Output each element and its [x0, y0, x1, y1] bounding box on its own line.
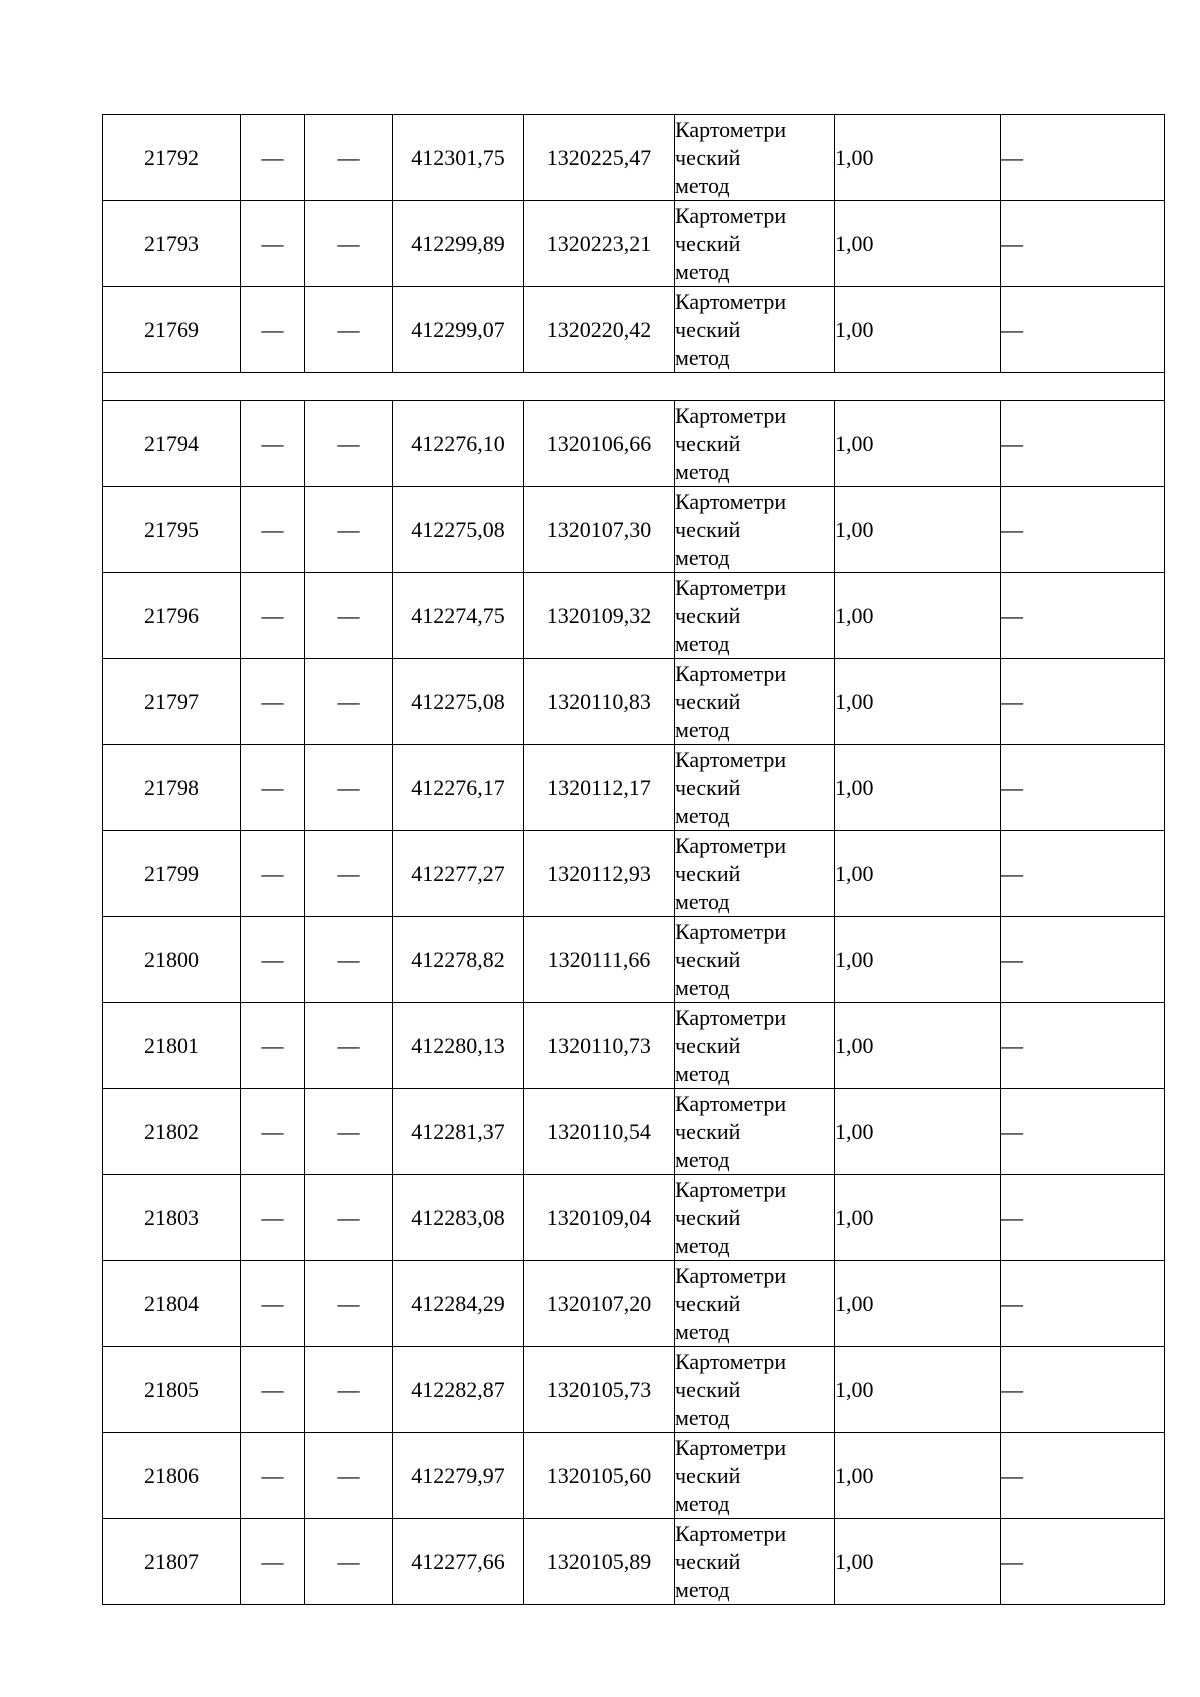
- method-text-line: Картометри: [675, 1348, 787, 1374]
- x-coordinate-cell: 412279,97: [393, 1433, 524, 1519]
- separator-cell: [103, 373, 1165, 401]
- method-text-line: Картометри: [675, 574, 787, 600]
- y-coordinate-cell: 1320110,54: [524, 1089, 675, 1175]
- x-coordinate-cell: 412276,17: [393, 745, 524, 831]
- table-row: [103, 115, 1165, 201]
- table-row: [103, 1003, 1165, 1089]
- empty-dash-cell: —: [305, 1003, 393, 1089]
- x-coordinate-cell: 412299,89: [393, 201, 524, 287]
- empty-dash-cell: —: [305, 115, 393, 201]
- empty-dash-cell: —: [305, 917, 393, 1003]
- description-dash-cell: —: [1001, 659, 1165, 745]
- method-cell: [675, 1003, 835, 1089]
- empty-dash-cell: —: [241, 115, 305, 201]
- description-dash-cell: —: [1001, 917, 1165, 1003]
- method-cell: [675, 917, 835, 1003]
- description-dash-cell: —: [1001, 401, 1165, 487]
- method-text-line: Картометри: [675, 116, 787, 142]
- description-dash-cell: —: [1001, 287, 1165, 373]
- method-text-line: ческий: [675, 144, 741, 170]
- y-coordinate-cell: 1320112,93: [524, 831, 675, 917]
- empty-dash-cell: —: [241, 1089, 305, 1175]
- y-coordinate-cell: 1320110,73: [524, 1003, 675, 1089]
- method-text-line: Картометри: [675, 288, 787, 314]
- y-coordinate-cell: 1320105,89: [524, 1519, 675, 1605]
- point-number-cell: 21800: [103, 917, 241, 1003]
- point-number-cell: 21794: [103, 401, 241, 487]
- empty-dash-cell: —: [241, 917, 305, 1003]
- method-text-line: ческий: [675, 1118, 741, 1144]
- method-text-line: Картометри: [675, 1176, 787, 1202]
- y-coordinate-cell: 1320109,32: [524, 573, 675, 659]
- x-coordinate-cell: 412280,13: [393, 1003, 524, 1089]
- y-coordinate-cell: 1320107,20: [524, 1261, 675, 1347]
- separator-row: [103, 373, 1165, 401]
- y-coordinate-cell: 1320107,30: [524, 487, 675, 573]
- point-number-cell: 21803: [103, 1175, 241, 1261]
- accuracy-cell: 1,00: [835, 659, 1001, 745]
- y-coordinate-cell: 1320225,47: [524, 115, 675, 201]
- accuracy-cell: 1,00: [835, 115, 1001, 201]
- point-number-cell: 21805: [103, 1347, 241, 1433]
- y-coordinate-cell: 1320106,66: [524, 401, 675, 487]
- point-number-cell: 21798: [103, 745, 241, 831]
- point-number-cell: 21793: [103, 201, 241, 287]
- y-coordinate-cell: 1320112,17: [524, 745, 675, 831]
- point-number-cell: 21797: [103, 659, 241, 745]
- accuracy-cell: 1,00: [835, 287, 1001, 373]
- empty-dash-cell: —: [305, 1519, 393, 1605]
- table-row: [103, 1261, 1165, 1347]
- x-coordinate-cell: 412283,08: [393, 1175, 524, 1261]
- empty-dash-cell: —: [305, 1261, 393, 1347]
- y-coordinate-cell: 1320110,83: [524, 659, 675, 745]
- method-text-line: метод: [675, 974, 730, 1000]
- empty-dash-cell: —: [305, 573, 393, 659]
- empty-dash-cell: —: [241, 1519, 305, 1605]
- description-dash-cell: —: [1001, 1433, 1165, 1519]
- method-text-line: ческий: [675, 1290, 741, 1316]
- accuracy-cell: 1,00: [835, 917, 1001, 1003]
- empty-dash-cell: —: [305, 401, 393, 487]
- accuracy-cell: 1,00: [835, 573, 1001, 659]
- method-text-line: Картометри: [675, 488, 787, 514]
- table-row: [103, 287, 1165, 373]
- method-text-line: Картометри: [675, 1090, 787, 1116]
- empty-dash-cell: —: [241, 401, 305, 487]
- method-cell: [675, 659, 835, 745]
- method-text-line: метод: [675, 1060, 730, 1086]
- x-coordinate-cell: 412275,08: [393, 659, 524, 745]
- method-cell: [675, 745, 835, 831]
- empty-dash-cell: —: [305, 745, 393, 831]
- point-number-cell: 21802: [103, 1089, 241, 1175]
- method-text-line: Картометри: [675, 1004, 787, 1030]
- description-dash-cell: —: [1001, 1519, 1165, 1605]
- x-coordinate-cell: 412278,82: [393, 917, 524, 1003]
- empty-dash-cell: —: [241, 1175, 305, 1261]
- empty-dash-cell: —: [305, 659, 393, 745]
- table-row: [103, 573, 1165, 659]
- description-dash-cell: —: [1001, 115, 1165, 201]
- table-row: [103, 1347, 1165, 1433]
- x-coordinate-cell: 412299,07: [393, 287, 524, 373]
- empty-dash-cell: —: [305, 1089, 393, 1175]
- table-row: [103, 401, 1165, 487]
- empty-dash-cell: —: [241, 659, 305, 745]
- table-row: [103, 487, 1165, 573]
- method-cell: [675, 831, 835, 917]
- method-text-line: ческий: [675, 316, 741, 342]
- method-text-line: метод: [675, 344, 730, 370]
- method-text-line: метод: [675, 1404, 730, 1430]
- method-text-line: ческий: [675, 602, 741, 628]
- method-text-line: ческий: [675, 1032, 741, 1058]
- method-cell: [675, 115, 835, 201]
- x-coordinate-cell: 412275,08: [393, 487, 524, 573]
- method-cell: [675, 401, 835, 487]
- point-number-cell: 21792: [103, 115, 241, 201]
- method-text-line: Картометри: [675, 1434, 787, 1460]
- point-number-cell: 21796: [103, 573, 241, 659]
- point-number-cell: 21806: [103, 1433, 241, 1519]
- method-text-line: ческий: [675, 860, 741, 886]
- coordinates-table: [102, 114, 1165, 1605]
- accuracy-cell: 1,00: [835, 1433, 1001, 1519]
- method-cell: [675, 1089, 835, 1175]
- point-number-cell: 21795: [103, 487, 241, 573]
- method-text-line: ческий: [675, 1462, 741, 1488]
- point-number-cell: 21807: [103, 1519, 241, 1605]
- method-text-line: Картометри: [675, 746, 787, 772]
- y-coordinate-cell: 1320111,66: [524, 917, 675, 1003]
- method-text-line: ческий: [675, 1204, 741, 1230]
- empty-dash-cell: —: [241, 745, 305, 831]
- method-text-line: ческий: [675, 430, 741, 456]
- method-cell: [675, 1433, 835, 1519]
- point-number-cell: 21769: [103, 287, 241, 373]
- description-dash-cell: —: [1001, 745, 1165, 831]
- accuracy-cell: 1,00: [835, 1003, 1001, 1089]
- method-text-line: Картометри: [675, 1262, 787, 1288]
- empty-dash-cell: —: [241, 1433, 305, 1519]
- method-cell: [675, 1175, 835, 1261]
- point-number-cell: 21804: [103, 1261, 241, 1347]
- method-text-line: Картометри: [675, 1520, 787, 1546]
- method-text-line: метод: [675, 716, 730, 742]
- empty-dash-cell: —: [305, 201, 393, 287]
- empty-dash-cell: —: [305, 1347, 393, 1433]
- description-dash-cell: —: [1001, 1089, 1165, 1175]
- point-number-cell: 21799: [103, 831, 241, 917]
- x-coordinate-cell: 412281,37: [393, 1089, 524, 1175]
- empty-dash-cell: —: [305, 1433, 393, 1519]
- table-row: [103, 1433, 1165, 1519]
- point-number-cell: 21801: [103, 1003, 241, 1089]
- empty-dash-cell: —: [305, 287, 393, 373]
- y-coordinate-cell: 1320109,04: [524, 1175, 675, 1261]
- empty-dash-cell: —: [241, 1261, 305, 1347]
- method-text-line: Картометри: [675, 402, 787, 428]
- accuracy-cell: 1,00: [835, 201, 1001, 287]
- y-coordinate-cell: 1320105,73: [524, 1347, 675, 1433]
- x-coordinate-cell: 412276,10: [393, 401, 524, 487]
- method-text-line: ческий: [675, 688, 741, 714]
- y-coordinate-cell: 1320105,60: [524, 1433, 675, 1519]
- description-dash-cell: —: [1001, 1347, 1165, 1433]
- method-cell: [675, 487, 835, 573]
- method-text-line: метод: [675, 258, 730, 284]
- description-dash-cell: —: [1001, 831, 1165, 917]
- empty-dash-cell: —: [241, 287, 305, 373]
- method-text-line: метод: [675, 888, 730, 914]
- empty-dash-cell: —: [305, 1175, 393, 1261]
- method-text-line: ческий: [675, 774, 741, 800]
- empty-dash-cell: —: [241, 573, 305, 659]
- table-row: [103, 1089, 1165, 1175]
- table-row: [103, 1519, 1165, 1605]
- accuracy-cell: 1,00: [835, 401, 1001, 487]
- description-dash-cell: —: [1001, 201, 1165, 287]
- description-dash-cell: —: [1001, 1261, 1165, 1347]
- accuracy-cell: 1,00: [835, 1089, 1001, 1175]
- x-coordinate-cell: 412277,27: [393, 831, 524, 917]
- method-text-line: метод: [675, 802, 730, 828]
- empty-dash-cell: —: [241, 201, 305, 287]
- method-text-line: ческий: [675, 946, 741, 972]
- method-text-line: ческий: [675, 1548, 741, 1574]
- method-text-line: метод: [675, 172, 730, 198]
- method-text-line: ческий: [675, 516, 741, 542]
- table-row: [103, 659, 1165, 745]
- method-text-line: метод: [675, 1576, 730, 1602]
- table-row: [103, 831, 1165, 917]
- method-cell: [675, 573, 835, 659]
- method-text-line: метод: [675, 1146, 730, 1172]
- method-cell: [675, 1261, 835, 1347]
- method-text-line: метод: [675, 458, 730, 484]
- description-dash-cell: —: [1001, 1003, 1165, 1089]
- method-cell: [675, 1347, 835, 1433]
- x-coordinate-cell: 412284,29: [393, 1261, 524, 1347]
- method-cell: [675, 287, 835, 373]
- method-text-line: метод: [675, 1318, 730, 1344]
- accuracy-cell: 1,00: [835, 1347, 1001, 1433]
- empty-dash-cell: —: [241, 831, 305, 917]
- accuracy-cell: 1,00: [835, 1175, 1001, 1261]
- method-text-line: Картометри: [675, 832, 787, 858]
- empty-dash-cell: —: [305, 831, 393, 917]
- method-text-line: ческий: [675, 230, 741, 256]
- method-text-line: метод: [675, 1490, 730, 1516]
- table-row: [103, 1175, 1165, 1261]
- description-dash-cell: —: [1001, 487, 1165, 573]
- method-text-line: метод: [675, 544, 730, 570]
- method-cell: [675, 201, 835, 287]
- x-coordinate-cell: 412274,75: [393, 573, 524, 659]
- method-text-line: Картометри: [675, 660, 787, 686]
- method-cell: [675, 1519, 835, 1605]
- empty-dash-cell: —: [241, 1003, 305, 1089]
- accuracy-cell: 1,00: [835, 831, 1001, 917]
- method-text-line: Картометри: [675, 918, 787, 944]
- method-text-line: метод: [675, 630, 730, 656]
- empty-dash-cell: —: [241, 487, 305, 573]
- y-coordinate-cell: 1320220,42: [524, 287, 675, 373]
- method-text-line: ческий: [675, 1376, 741, 1402]
- accuracy-cell: 1,00: [835, 487, 1001, 573]
- description-dash-cell: —: [1001, 1175, 1165, 1261]
- accuracy-cell: 1,00: [835, 1261, 1001, 1347]
- table-row: [103, 917, 1165, 1003]
- table-row: [103, 745, 1165, 831]
- y-coordinate-cell: 1320223,21: [524, 201, 675, 287]
- accuracy-cell: 1,00: [835, 745, 1001, 831]
- table-row: [103, 201, 1165, 287]
- accuracy-cell: 1,00: [835, 1519, 1001, 1605]
- x-coordinate-cell: 412282,87: [393, 1347, 524, 1433]
- method-text-line: Картометри: [675, 202, 787, 228]
- empty-dash-cell: —: [305, 487, 393, 573]
- table-body: [103, 115, 1165, 1605]
- description-dash-cell: —: [1001, 573, 1165, 659]
- x-coordinate-cell: 412301,75: [393, 115, 524, 201]
- method-text-line: метод: [675, 1232, 730, 1258]
- x-coordinate-cell: 412277,66: [393, 1519, 524, 1605]
- empty-dash-cell: —: [241, 1347, 305, 1433]
